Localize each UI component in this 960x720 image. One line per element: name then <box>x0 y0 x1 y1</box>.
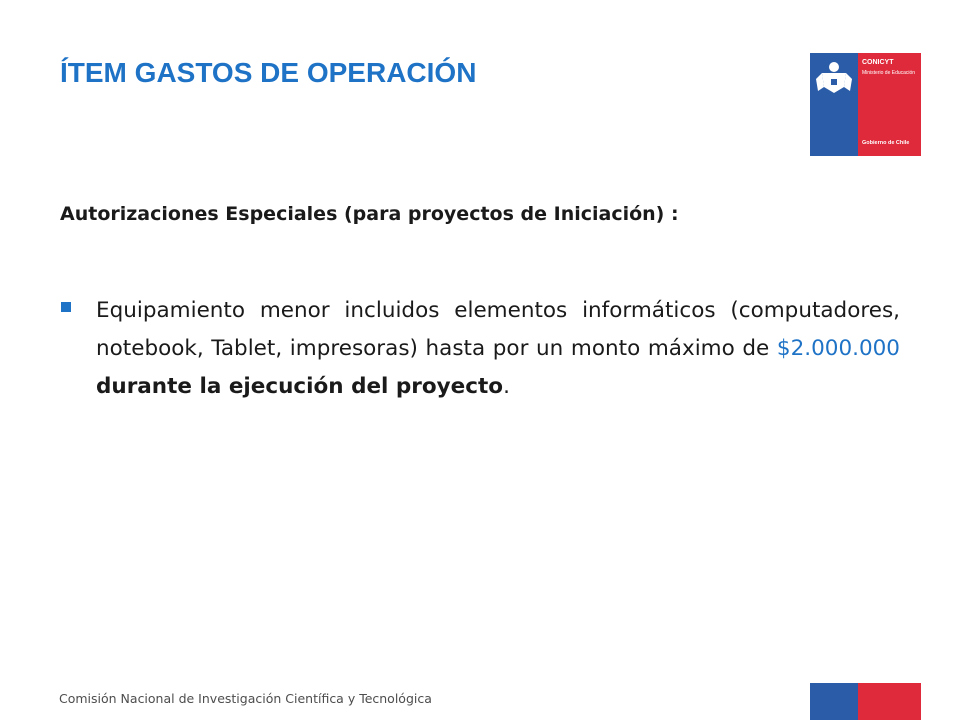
section-subheading: Autorizaciones Especiales (para proyectos de Iniciación) : <box>60 203 679 225</box>
footer-flag-blue <box>810 683 858 720</box>
footer-flag-red <box>858 683 921 720</box>
square-bullet-icon <box>61 302 71 312</box>
logo-red-panel <box>858 53 921 156</box>
logo-org-name: CONICYT <box>862 59 894 66</box>
bullet-text-start: Equipamiento menor incluidos elementos informáticos (computadores, notebook, Tablet, impresoras) hasta por un monto máximo de <box>96 298 900 361</box>
bullet-text <box>96 292 900 406</box>
slide-title: ÍTEM GASTOS DE OPERACIÓN <box>60 57 477 88</box>
bullet-item <box>60 292 900 406</box>
logo-government: Gobierno de Chile <box>862 140 910 146</box>
conicyt-logo <box>810 53 921 156</box>
footer-text: Comisión Nacional de Investigación Científica y Tecnológica <box>59 691 432 706</box>
bullet-bold-text: durante la ejecución del proyecto <box>96 374 504 399</box>
logo-ministry: Ministerio de Educación <box>862 70 916 76</box>
highlight-amount: $2.000.000 <box>776 336 900 361</box>
footer-flag <box>810 683 921 720</box>
bullet-text-end: . <box>503 374 510 399</box>
coat-of-arms-icon <box>812 57 856 97</box>
logo-blue-panel <box>810 53 858 156</box>
